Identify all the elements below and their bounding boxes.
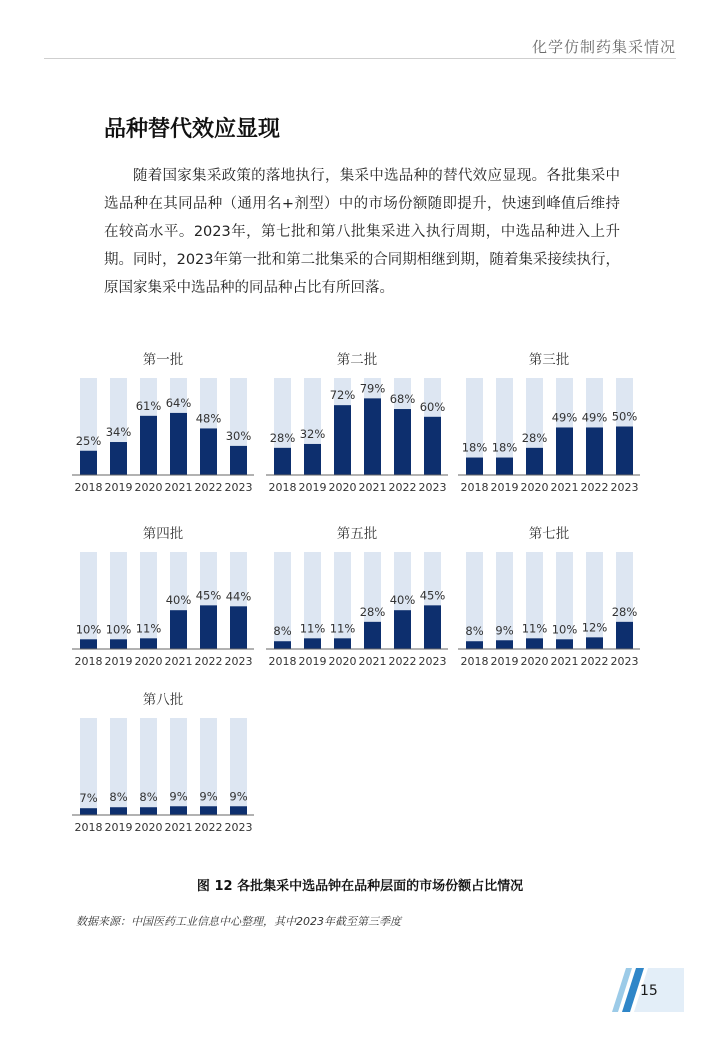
data-label: 11% — [299, 621, 326, 636]
x-tick-label: 2020 — [134, 481, 163, 494]
data-label: 7% — [79, 791, 98, 806]
data-bar — [80, 451, 97, 475]
data-label: 28% — [269, 430, 296, 445]
chart-panel — [72, 691, 254, 834]
data-bar — [526, 638, 543, 649]
data-label: 12% — [581, 620, 608, 635]
x-tick-label: 2020 — [134, 655, 163, 668]
x-tick-label: 2022 — [388, 481, 417, 494]
data-label: 18% — [461, 440, 488, 455]
data-bar — [200, 428, 217, 475]
body-paragraph: 随着国家集采政策的落地执行，集采中选品种的替代效应显现。各批集采中选品种在其同品种（通用名+剂型）中的市场份额随即提升，快速到峰值后维持在较高水平。2023年，第七批和第八批集采进入执行周期，中选品种进入上升期。同时，2023年第一批和第二批集采的合同期相继到期，随着集采接续执行，原国家集采中选品种的同品种占比有所回落。 — [104, 168, 620, 296]
data-bar — [616, 622, 633, 649]
x-tick-label: 2022 — [580, 655, 609, 668]
data-label: 25% — [75, 433, 102, 448]
data-bar — [230, 806, 247, 815]
x-tick-label: 2023 — [224, 481, 253, 494]
x-tick-label: 2019 — [298, 655, 327, 668]
data-bar — [466, 458, 483, 475]
data-bar — [170, 806, 187, 815]
chart-title: 第二批 — [336, 352, 378, 368]
chart-title: 第四批 — [142, 526, 184, 542]
data-bar — [556, 639, 573, 649]
data-label: 49% — [581, 410, 608, 425]
data-label: 11% — [329, 621, 356, 636]
data-bar — [200, 605, 217, 649]
data-bar — [170, 610, 187, 649]
x-tick-label: 2023 — [224, 821, 253, 834]
x-tick-label: 2022 — [194, 821, 223, 834]
data-label: 8% — [139, 790, 158, 805]
data-label: 45% — [195, 588, 222, 603]
data-label: 50% — [611, 409, 638, 424]
data-bar — [586, 427, 603, 475]
data-label: 10% — [105, 622, 132, 637]
chart-panel — [458, 351, 640, 494]
x-tick-label: 2018 — [460, 655, 489, 668]
chart-title: 第七批 — [528, 526, 570, 542]
data-bar — [556, 427, 573, 475]
data-bar — [466, 641, 483, 649]
data-label: 48% — [195, 411, 222, 426]
x-tick-label: 2020 — [328, 655, 357, 668]
data-bar — [140, 416, 157, 475]
source-note: 数据来源：中国医药工业信息中心整理，其中2023年截至第三季度 — [76, 915, 401, 928]
data-label: 30% — [225, 428, 252, 443]
chart-panel — [72, 351, 254, 494]
data-label: 32% — [299, 426, 326, 441]
x-tick-label: 2022 — [194, 655, 223, 668]
data-label: 9% — [495, 623, 514, 638]
data-bar — [110, 807, 127, 815]
chart-panel — [266, 525, 448, 668]
data-label: 8% — [465, 624, 484, 639]
data-bar — [364, 622, 381, 649]
data-label: 9% — [199, 789, 218, 804]
x-tick-label: 2019 — [104, 655, 133, 668]
data-bar — [334, 638, 351, 649]
x-tick-label: 2023 — [610, 481, 639, 494]
data-label: 72% — [329, 388, 356, 403]
data-label: 8% — [273, 624, 292, 639]
chart-title: 第八批 — [142, 692, 184, 708]
x-tick-label: 2021 — [358, 481, 387, 494]
data-label: 34% — [105, 425, 132, 440]
data-bar — [424, 417, 441, 475]
page-number: 15 — [640, 983, 658, 999]
data-label: 60% — [419, 399, 446, 414]
data-label: 64% — [165, 395, 192, 410]
data-bar — [80, 808, 97, 815]
data-bar — [334, 405, 351, 475]
data-label: 11% — [135, 621, 162, 636]
chart-panel — [266, 351, 448, 494]
x-tick-label: 2020 — [328, 481, 357, 494]
data-label: 45% — [419, 588, 446, 603]
x-tick-label: 2023 — [610, 655, 639, 668]
x-tick-label: 2021 — [164, 481, 193, 494]
bar-track — [586, 552, 603, 649]
x-tick-label: 2021 — [164, 655, 193, 668]
data-label: 40% — [389, 593, 416, 608]
x-tick-label: 2018 — [268, 655, 297, 668]
data-bar — [200, 806, 217, 815]
data-label: 40% — [165, 593, 192, 608]
data-label: 9% — [229, 789, 248, 804]
x-tick-label: 2020 — [520, 655, 549, 668]
x-tick-label: 2019 — [298, 481, 327, 494]
data-label: 28% — [359, 604, 386, 619]
data-label: 10% — [75, 622, 102, 637]
data-bar — [394, 610, 411, 649]
data-label: 49% — [551, 410, 578, 425]
data-label: 28% — [521, 430, 548, 445]
x-tick-label: 2020 — [134, 821, 163, 834]
x-tick-label: 2019 — [490, 481, 519, 494]
data-bar — [140, 638, 157, 649]
chart-title: 第五批 — [336, 526, 378, 542]
data-label: 44% — [225, 589, 252, 604]
x-tick-label: 2019 — [104, 821, 133, 834]
data-bar — [110, 442, 127, 475]
data-bar — [110, 639, 127, 649]
data-label: 61% — [135, 398, 162, 413]
data-bar — [496, 640, 513, 649]
x-tick-label: 2018 — [268, 481, 297, 494]
data-bar — [616, 427, 633, 476]
x-tick-label: 2020 — [520, 481, 549, 494]
data-bar — [304, 638, 321, 649]
x-tick-label: 2018 — [460, 481, 489, 494]
section-heading: 品种替代效应显现 — [104, 117, 281, 142]
data-bar — [230, 606, 247, 649]
data-bar — [424, 605, 441, 649]
chart-title: 第一批 — [142, 352, 184, 368]
data-bar — [274, 448, 291, 475]
data-bar — [274, 641, 291, 649]
x-tick-label: 2018 — [74, 821, 103, 834]
x-tick-label: 2022 — [194, 481, 223, 494]
data-label: 10% — [551, 622, 578, 637]
data-label: 18% — [491, 440, 518, 455]
data-label: 79% — [359, 381, 386, 396]
data-bar — [526, 448, 543, 475]
x-tick-label: 2022 — [580, 481, 609, 494]
data-label: 68% — [389, 392, 416, 407]
header-title: 化学仿制药集采情况 — [531, 38, 676, 56]
data-label: 8% — [109, 790, 128, 805]
x-tick-label: 2023 — [224, 655, 253, 668]
data-bar — [586, 637, 603, 649]
data-label: 28% — [611, 604, 638, 619]
data-label: 9% — [169, 789, 188, 804]
x-tick-label: 2021 — [358, 655, 387, 668]
chart-panel — [458, 525, 640, 668]
x-tick-label: 2019 — [490, 655, 519, 668]
chart-title: 第三批 — [528, 352, 570, 368]
data-bar — [496, 458, 513, 475]
figure-caption: 图 12 各批集采中选品钟在品种层面的市场份额占比情况 — [196, 879, 524, 894]
x-tick-label: 2019 — [104, 481, 133, 494]
x-tick-label: 2018 — [74, 481, 103, 494]
data-bar — [80, 639, 97, 649]
data-bar — [304, 444, 321, 475]
x-tick-label: 2023 — [418, 481, 447, 494]
data-bar — [140, 807, 157, 815]
x-tick-label: 2023 — [418, 655, 447, 668]
data-bar — [364, 398, 381, 475]
x-tick-label: 2018 — [74, 655, 103, 668]
data-bar — [230, 446, 247, 475]
x-tick-label: 2021 — [550, 655, 579, 668]
x-tick-label: 2021 — [550, 481, 579, 494]
data-bar — [394, 409, 411, 475]
data-bar — [170, 413, 187, 475]
chart-panel — [72, 525, 254, 668]
x-tick-label: 2021 — [164, 821, 193, 834]
x-tick-label: 2022 — [388, 655, 417, 668]
data-label: 11% — [521, 621, 548, 636]
